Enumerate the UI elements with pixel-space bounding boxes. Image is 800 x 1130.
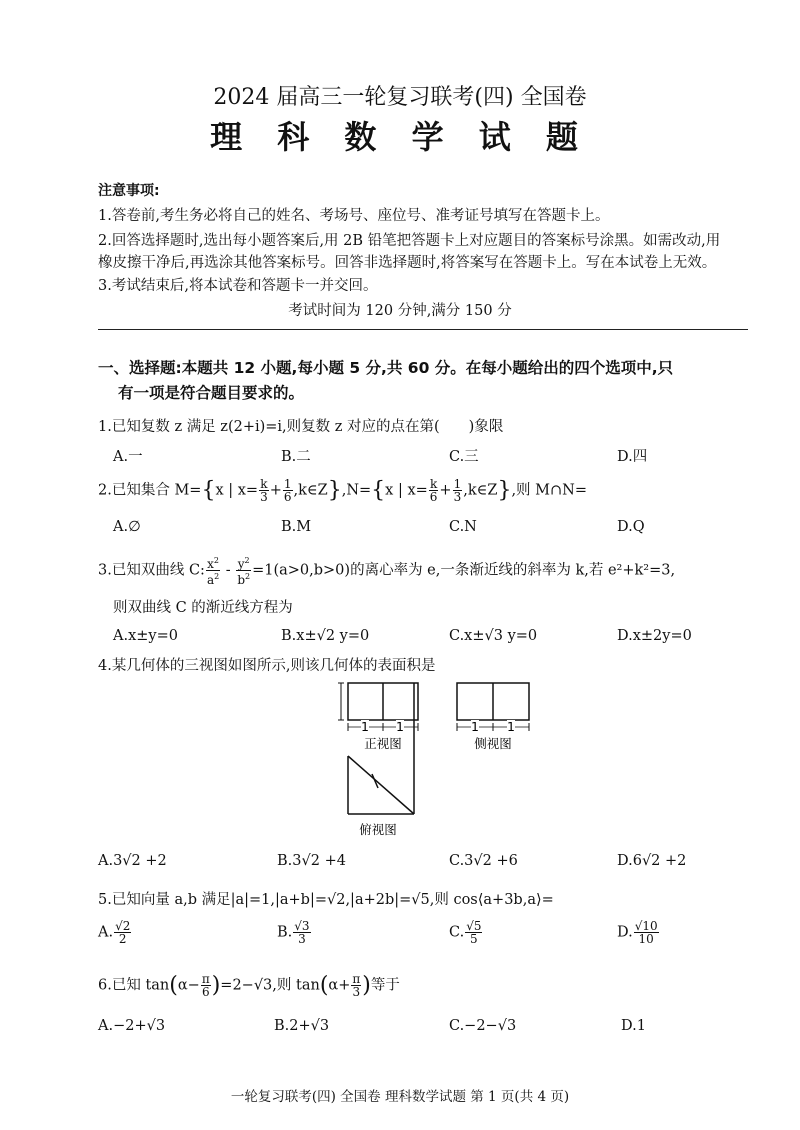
divider [98, 329, 748, 330]
q4-option-c: C.3√2 +6 [449, 853, 518, 869]
subject-title: 理 科 数 学 试 题 [210, 118, 590, 156]
section-heading: 一、选择题:本题共 12 小题,每小题 5 分,共 60 分。在每小题给出的四个选项中,只 [98, 359, 674, 377]
q6-option-b: B.2+√3 [274, 1018, 330, 1034]
q5-option-b: B. $\frac{√3}{3}$ [277, 919, 310, 946]
q6-option-c: C.−2−√3 [449, 1018, 517, 1034]
notice-heading: 注意事项: [98, 183, 160, 199]
q2-option-d: D.Q [617, 519, 645, 535]
q2-option-b: B.M [281, 519, 312, 535]
q5-option-c: C. $\frac{√5}{5}$ [449, 919, 482, 946]
three-view-figure [330, 676, 550, 846]
q3-option-d: D.x±2y=0 [617, 628, 692, 644]
question-6-stem: 6.已知 tan(α− $\frac{\pi}{6}$ )=2−√3,则 tan(α+ $\frac{\pi}{3}$ )等于 [98, 972, 400, 999]
q1-option-c: C.三 [449, 449, 479, 465]
question-3-stem-cont: 则双曲线 C 的渐近线方程为 [113, 600, 293, 616]
question-2-stem: 2.已知集合 M={x | x= $\frac{k}{3}$ + $\frac{1}{6}$ ,k∈Z},N={x | x= $\frac{k}{6}$ + $\frac{1}{3}$ ,k∈Z},则 M∩N= [98, 477, 587, 504]
notice-item-1: 1.答卷前,考生务必将自己的姓名、考场号、座位号、准考证号填写在答题卡上。 [98, 208, 610, 224]
top-view-label: 俯视图 [359, 822, 397, 837]
section-heading-cont: 有一项是符合题目要求的。 [118, 384, 305, 402]
page-footer: 一轮复习联考(四) 全国卷 理科数学试题 第 1 页(共 4 页) [230, 1089, 570, 1105]
notice-item-2-cont: 橡皮擦干净后,再选涂其他答案标号。回答非选择题时,将答案写在答题卡上。写在本试卷上无效。 [98, 255, 717, 271]
question-4-stem: 4.某几何体的三视图如图所示,则该几何体的表面积是 [98, 658, 436, 674]
exam-time-info: 考试时间为 120 分钟,满分 150 分 [288, 303, 512, 319]
front-dim-label-1: 1 [361, 719, 369, 734]
q6-option-a: A.−2+√3 [98, 1018, 166, 1034]
front-view-label: 正视图 [364, 736, 402, 751]
question-3-stem: 3.已知双曲线 C: $\frac{x^2}{a^2}$ - $\frac{y^2}{b^2}$ =1(a>0,b>0)的离心率为 e,一条渐近线的斜率为 k,若 e²+k²=3, [98, 556, 676, 587]
q3-option-a: A.x±y=0 [113, 628, 178, 644]
q3-option-b: B.x±√2 y=0 [281, 628, 370, 644]
q5-option-a: A. $\frac{√2}{2}$ [98, 919, 131, 946]
q2-option-a: A.∅ [113, 519, 141, 535]
q5-option-d: D. $\frac{√10}{10}$ [617, 919, 658, 946]
side-dim-label-1: 1 [471, 719, 479, 734]
q3-option-c: C.x±√3 y=0 [449, 628, 538, 644]
q2-option-c: C.N [449, 519, 477, 535]
q1-option-d: D.四 [617, 449, 648, 465]
notice-item-2: 2.回答选择题时,选出每小题答案后,用 2B 铅笔把答题卡上对应题目的答案标号涂黑。如需改动,用 [98, 233, 721, 249]
notice-item-3: 3.考试结束后,将本试卷和答题卡一并交回。 [98, 278, 378, 294]
q4-option-b: B.3√2 +4 [277, 853, 346, 869]
side-view [457, 683, 529, 731]
front-view [338, 683, 418, 731]
question-5-stem: 5.已知向量 a,b 满足|a|=1,|a+b|=√2,|a+2b|=√5,则 cos⟨a+3b,a⟩= [98, 892, 554, 908]
q1-option-a: A.一 [113, 449, 143, 465]
side-view-label: 侧视图 [474, 736, 512, 751]
q6-option-d: D.1 [621, 1018, 646, 1034]
question-1-stem: 1.已知复数 z 满足 z(2+i)=i,则复数 z 对应的点在第( )象限 [98, 419, 504, 435]
exam-title: 2024 届高三一轮复习联考(四) 全国卷 [213, 85, 587, 110]
q4-option-d: D.6√2 +2 [617, 853, 687, 869]
q1-option-b: B.二 [281, 449, 311, 465]
q4-option-a: A.3√2 +2 [98, 853, 167, 869]
front-dim-label-2: 1 [396, 719, 404, 734]
side-dim-label-2: 1 [507, 719, 515, 734]
